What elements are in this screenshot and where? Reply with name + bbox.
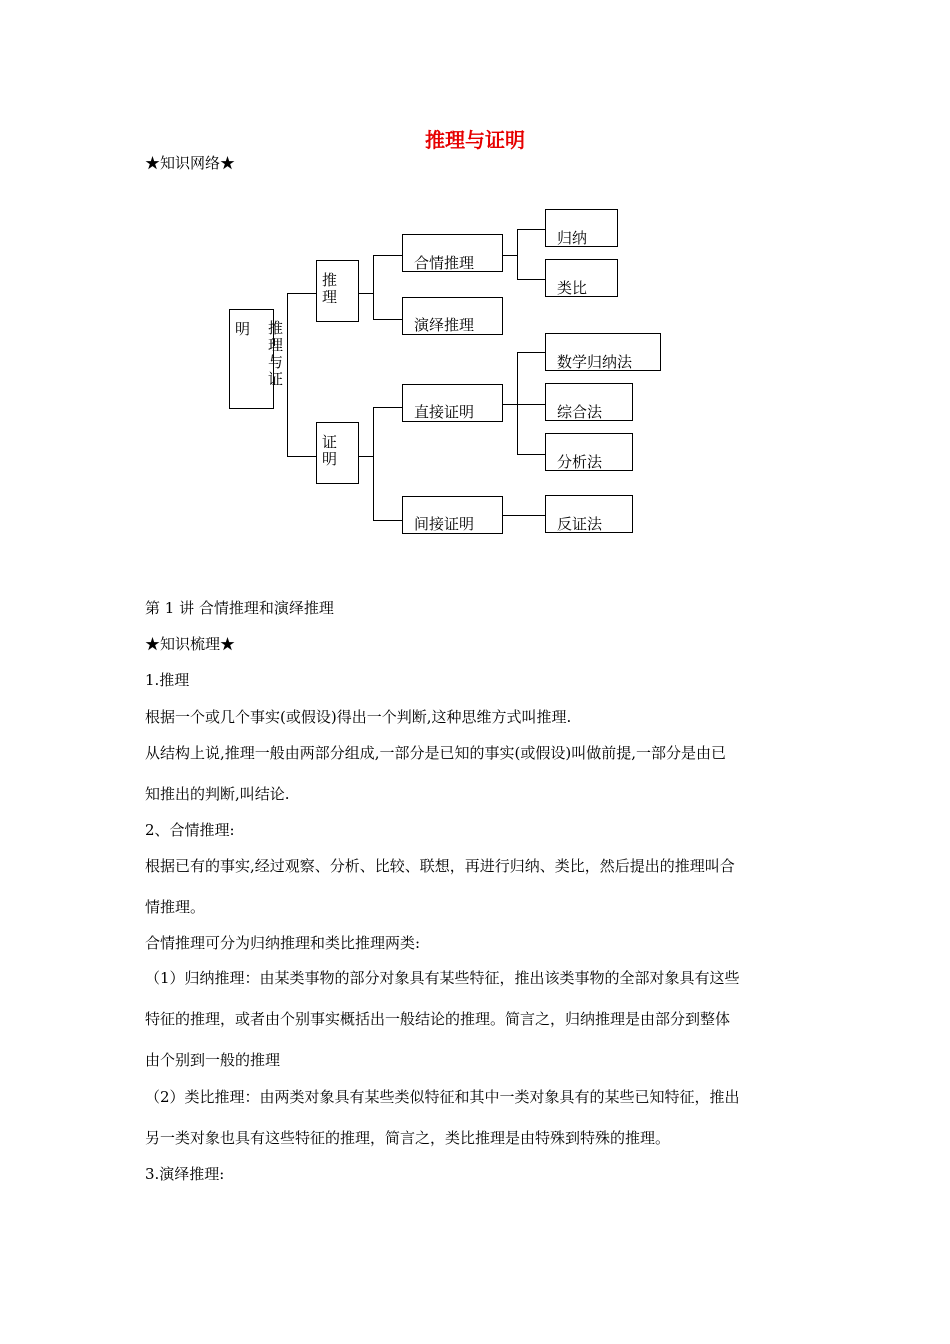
- connector: [359, 293, 373, 294]
- text-line: 2、合情推理:: [145, 821, 235, 839]
- text-line: （2）类比推理：由两类对象具有某些类似特征和其中一类对象具有的某些已知特征，推出: [145, 1088, 740, 1106]
- knowledge-network-diagram: [0, 0, 950, 560]
- text-line: 合情推理可分为归纳推理和类比推理两类:: [145, 934, 421, 952]
- text-line: 另一类对象也具有这些特征的推理，简言之，类比推理是由特殊到特殊的推理。: [145, 1129, 671, 1147]
- node-direct-proof-label: 直接证明: [414, 403, 475, 421]
- connector: [503, 255, 517, 256]
- node-indirect-proof-label: 间接证明: [414, 515, 475, 533]
- connector: [287, 293, 288, 456]
- connector: [503, 515, 545, 516]
- connector: [503, 404, 517, 405]
- connector: [517, 352, 518, 454]
- section-heading-review: ★知识梳理★: [145, 635, 236, 653]
- text-line: 从结构上说,推理一般由两部分组成,一部分是已知的事实(或假设)叫做前提,一部分是由已: [145, 744, 727, 762]
- connector: [359, 456, 373, 457]
- text-line: 特征的推理，或者由个别事实概括出一般结论的推理。简言之，归纳推理是由部分到整体: [145, 1010, 731, 1028]
- connector: [373, 520, 402, 521]
- lesson-title: 第 1 讲 合情推理和演绎推理: [145, 599, 334, 617]
- connector: [517, 404, 545, 405]
- connector: [373, 255, 402, 256]
- connector: [373, 319, 402, 320]
- text-line: 3.演绎推理:: [145, 1165, 225, 1183]
- text-line: 根据已有的事实,经过观察、分析、比较、联想，再进行归纳、类比，然后提出的推理叫合: [145, 857, 735, 875]
- connector: [287, 456, 316, 457]
- connector: [517, 454, 545, 455]
- section-heading-network: ★知识网络★: [145, 154, 236, 172]
- text-line: 1.推理: [145, 671, 190, 689]
- node-math-induction-label: 数学归纳法: [557, 353, 633, 371]
- connector: [517, 352, 545, 353]
- text-line: 情推理。: [145, 898, 206, 916]
- connector: [373, 255, 374, 319]
- connector: [373, 407, 402, 408]
- page-title: 推理与证明: [425, 128, 525, 152]
- connector: [287, 293, 316, 294]
- node-analysis-label: 分析法: [557, 453, 603, 471]
- text-line: 由个别到一般的推理: [145, 1051, 281, 1069]
- connector: [517, 229, 518, 279]
- connector: [517, 279, 545, 280]
- root-label-left: 明: [235, 320, 251, 338]
- connector: [517, 229, 545, 230]
- node-reasoning-label: 推理: [322, 271, 338, 306]
- text-line: 知推出的判断,叫结论.: [145, 785, 290, 803]
- connector: [373, 407, 374, 520]
- text-line: 根据一个或几个事实(或假设)得出一个判断,这种思维方式叫推理.: [145, 708, 572, 726]
- node-plausible-label: 合情推理: [414, 254, 475, 272]
- node-induction-label: 归纳: [557, 229, 588, 247]
- node-synthesis-label: 综合法: [557, 403, 603, 421]
- node-proof-label: 证明: [322, 433, 338, 468]
- text-line: （1）归纳推理：由某类事物的部分对象具有某些特征，推出该类事物的全部对象具有这些: [145, 969, 740, 987]
- node-contradiction-label: 反证法: [557, 515, 603, 533]
- node-analogy-label: 类比: [557, 279, 588, 297]
- root-label-vertical: 推理与证: [268, 319, 284, 388]
- node-deductive-label: 演绎推理: [414, 316, 475, 334]
